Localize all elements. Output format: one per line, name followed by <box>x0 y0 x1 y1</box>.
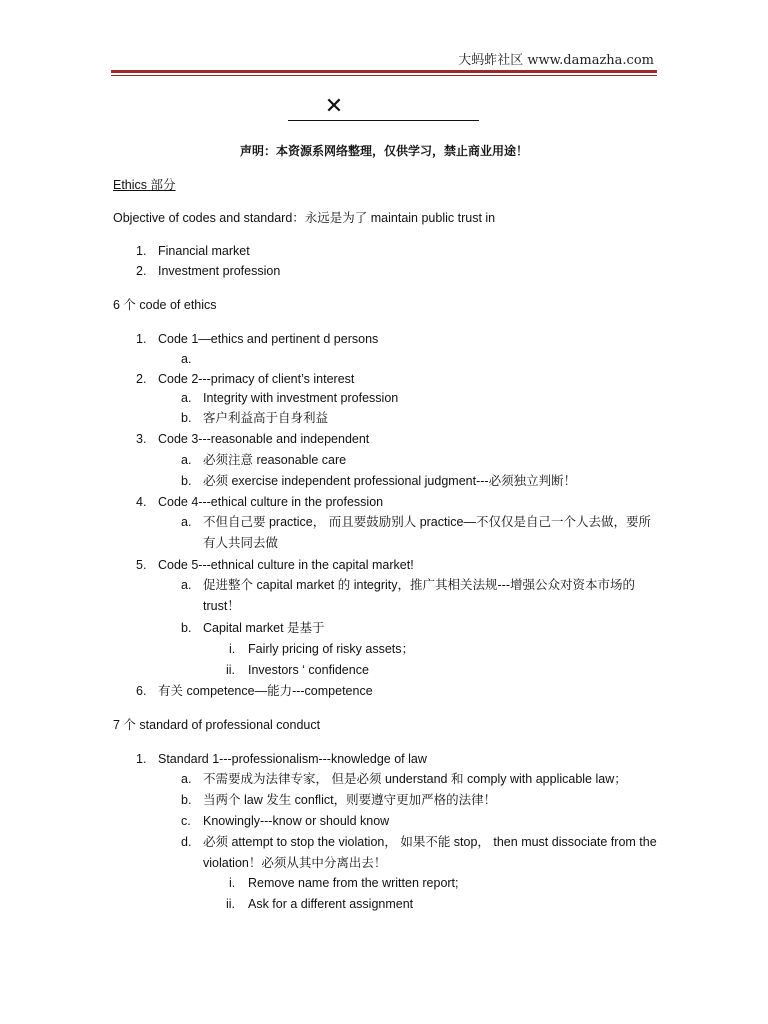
sub-list-item: 不需要成为法律专家， 但是必须 understand 和 comply with applicable law； <box>203 772 627 786</box>
list-number: 3. <box>136 432 147 446</box>
sub-sub-list-item: Fairly pricing of risky assets； <box>248 642 415 656</box>
title-underline <box>288 120 479 121</box>
list-item: Code 1—ethics and pertinent d persons <box>158 332 379 346</box>
list-number: 5. <box>136 558 147 572</box>
sub-list-item: 必须 attempt to stop the violation， 如果不能 stop， then must dissociate from the violation！必须从其中分离出去！ <box>203 835 657 870</box>
objective-line: Objective of codes and standard：永远是为了 maintain public trust in <box>113 211 496 225</box>
list-number: 2. <box>136 264 147 278</box>
sub-list-letter: a. <box>181 578 192 592</box>
list-number: 1. <box>136 752 147 766</box>
sub-sub-list-numeral: ii. <box>226 897 236 911</box>
sub-list-item: Integrity with investment profession <box>203 391 399 405</box>
sub-list-item: Capital market 是基于 <box>203 621 325 635</box>
sub-list-letter: a. <box>181 772 192 786</box>
list-number: 1. <box>136 244 147 258</box>
header-rule-thick <box>111 70 657 73</box>
sub-sub-list-numeral: i. <box>229 642 236 656</box>
list-item: Code 3---reasonable and independent <box>158 432 370 446</box>
list-item: Financial market <box>158 244 250 258</box>
codes-heading: 6 个 code of ethics <box>113 298 217 312</box>
notice: 声明：本资源系网络整理，仅供学习，禁止商业用途！ <box>239 144 528 158</box>
sub-list-letter: b. <box>181 793 192 807</box>
sub-list-letter: a. <box>181 352 192 366</box>
list-number: 4. <box>136 495 147 509</box>
sub-list-letter: b. <box>181 621 192 635</box>
sub-list-item: 必须注意 reasonable care <box>203 453 347 467</box>
sub-sub-list-item: Ask for a different assignment <box>248 897 414 911</box>
sub-list-item: 不但自己要 practice， 而且要鼓励别人 practice—不仅仅是自己一个人去做，要所有人共同去做 <box>203 515 651 550</box>
standards-heading: 7 个 standard of professional conduct <box>113 718 321 732</box>
sub-list-letter: b. <box>181 474 192 488</box>
sub-list-item: 当两个 law 发生 conflict，则要遵守更加严格的法律！ <box>203 793 497 807</box>
list-number: 1. <box>136 332 147 346</box>
sub-sub-list-numeral: ii. <box>226 663 236 677</box>
sub-sub-list-item: Remove name from the written report; <box>248 876 459 890</box>
sub-list-item: 客户利益高于自身利益 <box>203 411 329 425</box>
sub-list-item: Knowingly---know or should know <box>203 814 390 828</box>
sub-list-item: 必须 exercise independent professional judgment---必须独立判断！ <box>203 474 577 488</box>
list-number: 6. <box>136 684 147 698</box>
list-item: Code 4---ethical culture in the profession <box>158 495 384 509</box>
sub-sub-list-numeral: i. <box>229 876 236 890</box>
section-title-ethics: Ethics 部分 <box>113 178 176 192</box>
list-item: Investment profession <box>158 264 281 278</box>
sub-list-letter: a. <box>181 391 192 405</box>
sub-list-letter: b. <box>181 411 192 425</box>
list-item: Code 2---primacy of client’s interest <box>158 372 355 386</box>
list-item: Code 5---ethnical culture in the capital market! <box>158 558 414 572</box>
list-item: Standard 1---professionalism---knowledge of law <box>158 752 427 766</box>
sub-list-letter: c. <box>181 814 191 828</box>
list-item: 有关 competence—能力---competence <box>158 684 373 698</box>
sub-list-letter: d. <box>181 835 192 849</box>
sub-list-letter: a. <box>181 515 192 529</box>
header-rule-thin <box>111 75 657 76</box>
site-header: 大蚂蚱社区 www.damazha.com <box>458 53 654 68</box>
sub-sub-list-item: Investors ‘ confidence <box>248 663 369 677</box>
sub-list-item: 促进整个 capital market 的 integrity，推广其相关法规---增强公众对资本市场的 trust！ <box>203 578 635 613</box>
list-number: 2. <box>136 372 147 386</box>
title-cross-mark: ✕ <box>324 94 344 119</box>
sub-list-letter: a. <box>181 453 192 467</box>
